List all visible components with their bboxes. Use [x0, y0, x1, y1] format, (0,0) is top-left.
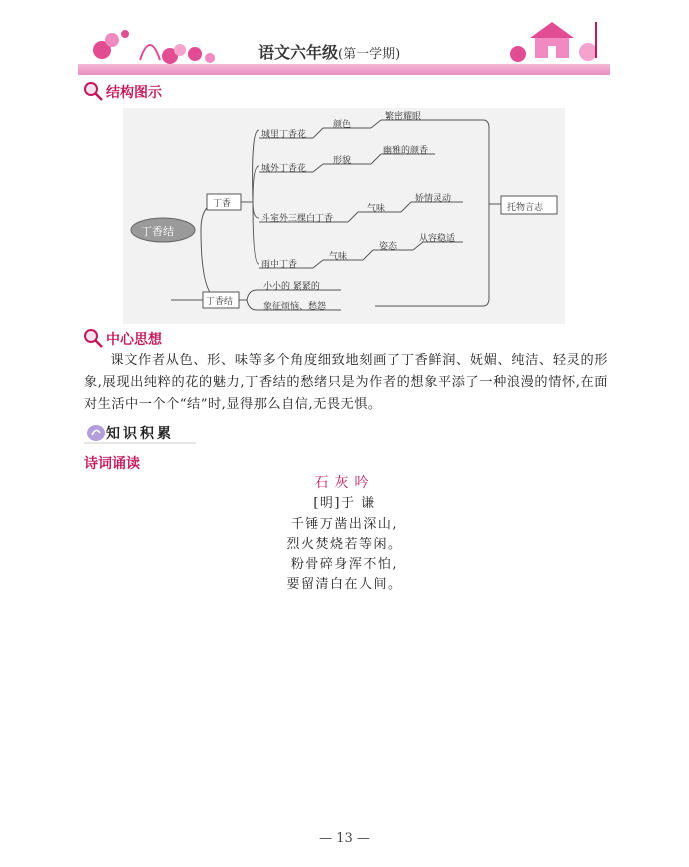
magnifier-icon	[82, 80, 104, 102]
diagram-item4-c: 从容稳适	[419, 234, 456, 244]
diagram-lines	[123, 108, 565, 324]
diagram-item1-a: 颜色	[333, 120, 352, 130]
poem-title: 石灰吟	[314, 475, 375, 491]
header-decoration-left	[80, 20, 250, 66]
diagram-conclusion: 托物言志	[507, 203, 544, 213]
diagram-item3: 斗室外三棵白丁香	[261, 214, 334, 224]
diagram-item6: 象征烦恼、愁怨	[263, 302, 327, 312]
house-icon	[500, 14, 610, 66]
diagram-branch1: 丁香	[213, 199, 232, 209]
diagram-item1: 城里丁香花	[261, 130, 307, 140]
diagram-item2-a: 形貌	[333, 156, 352, 166]
header-subtitle: (第一学期)	[338, 47, 401, 62]
diagram-item1-b: 繁密耀眼	[385, 112, 422, 122]
diagram-item2-b: 幽雅的颜香	[383, 146, 429, 156]
poem-author: [明]于 谦	[313, 496, 376, 511]
diagram-item4-b: 姿态	[379, 242, 398, 252]
central-paragraph: 课文作者从色、形、味等多个角度细致地刻画了丁香鲜润、妩媚、纯洁、轻灵的形象,展现出纯粹的花的魅力,丁香结的愁绪只是为作者的想象平添了一种浪漫的情怀,在面对生活中一个个“结”时,显得那么自信,无畏无惧。	[84, 353, 608, 412]
section-title-central: 中心思想	[106, 332, 162, 348]
poem-line: 粉骨碎身浑不怕,	[290, 557, 399, 572]
header-band	[78, 64, 610, 75]
section-title-poetry: 诗词诵读	[84, 456, 140, 472]
diagram-root: 丁香结	[141, 225, 174, 238]
section-title-knowledge: 知识积累	[106, 426, 174, 442]
header-title: 语文六年级	[258, 43, 339, 62]
structure-heading	[82, 80, 104, 106]
page-header-title	[258, 40, 400, 63]
section-title-structure: 结构图示	[106, 85, 162, 101]
magnifier-icon	[82, 327, 104, 349]
diagram-item4-a: 气味	[329, 252, 348, 262]
flower-icon	[80, 20, 250, 66]
diagram-item5: 小小的 紧紧的	[263, 282, 320, 292]
diagram-item3-b: 娇情灵动	[415, 194, 452, 204]
diagram-item3-a: 气味	[367, 204, 386, 214]
diagram-branch2: 丁香结	[206, 297, 234, 307]
diagram-item2: 城外丁香花	[261, 164, 307, 174]
page-number: — 13 —	[319, 831, 370, 846]
poem-line: 千锤万凿出深山,	[290, 517, 399, 532]
diagram-item4: 雨中丁香	[261, 260, 298, 270]
header-decoration-right	[500, 14, 610, 66]
poem-line: 烈火焚烧若等闲。	[286, 537, 403, 552]
poem-line: 要留清白在人间。	[286, 577, 403, 592]
structure-diagram	[123, 108, 565, 324]
